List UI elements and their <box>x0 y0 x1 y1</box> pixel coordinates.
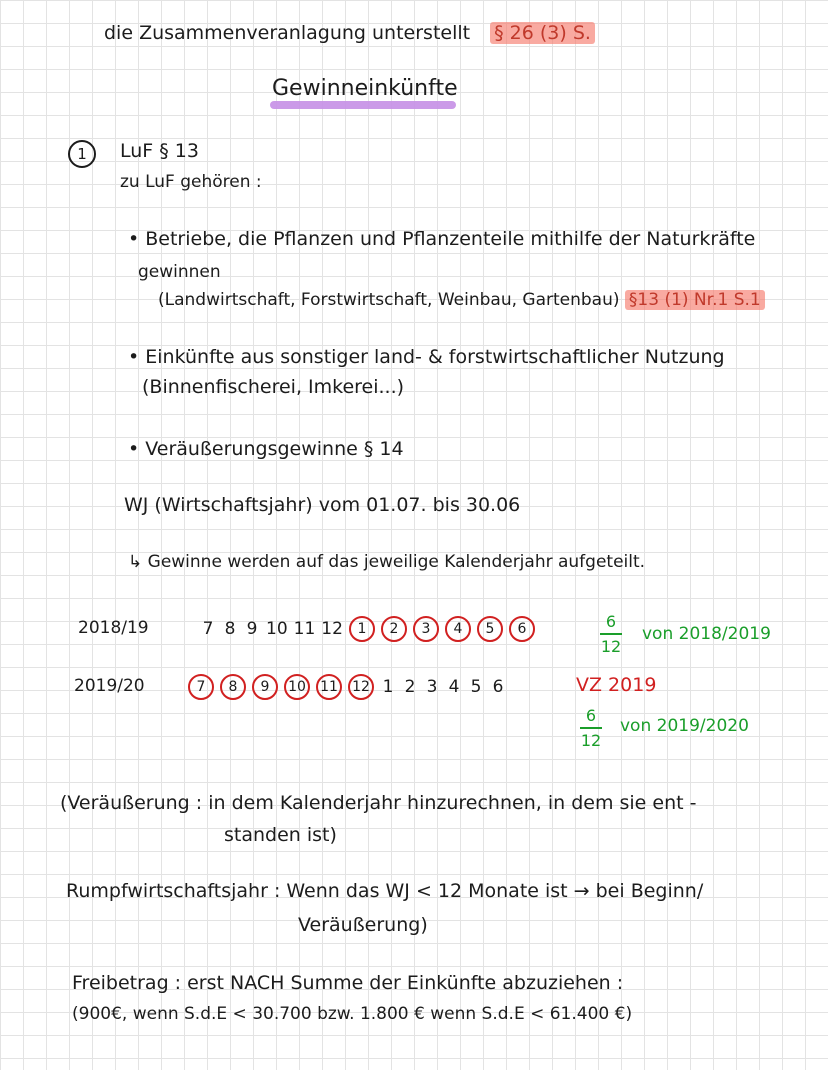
freibetrag-line-2: (900€, wenn S.d.E < 30.700 bzw. 1.800 € wenn S.d.E < 61.400 €) <box>72 1004 633 1024</box>
month-1-6: 12 <box>321 619 343 639</box>
fraction-1-num: 6 <box>605 612 617 631</box>
month-1-5: 11 <box>293 619 316 639</box>
bullet-2-line-2: (Binnenfischerei, Imkerei...) <box>142 376 405 398</box>
bullet-1-line-1: • Betriebe, die Pflanzen und Pflanzenteile mithilfe der Naturkräfte <box>128 228 756 250</box>
bullet-1-line-2: gewinnen <box>138 262 221 282</box>
month-2-8: 2 <box>404 677 416 697</box>
fraction-1-bar <box>600 633 622 635</box>
bullet-1-ref: §13 (1) Nr.1 S.1 <box>625 290 765 310</box>
month-2-3: 9 <box>252 674 278 700</box>
fraction-1-note: von 2018/2019 <box>642 624 771 644</box>
month-1-10: 4 <box>445 616 471 642</box>
section-title: LuF § 13 <box>120 140 199 162</box>
month-1-7: 1 <box>349 616 375 642</box>
wj-line: WJ (Wirtschaftsjahr) vom 01.07. bis 30.06 <box>124 494 521 516</box>
month-1-4: 10 <box>266 619 288 639</box>
month-2-2: 8 <box>220 674 246 700</box>
month-2-12: 6 <box>492 677 504 697</box>
section-subtitle: zu LuF gehören : <box>120 172 262 192</box>
vz-label: VZ 2019 <box>576 674 657 696</box>
month-1-9: 3 <box>413 616 439 642</box>
fraction-1-den: 12 <box>600 637 622 656</box>
page-title: Gewinneinkünfte <box>272 76 458 101</box>
months-row-1 <box>200 616 535 642</box>
bullet-3-line-1: • Veräußerungsgewinne § 14 <box>128 438 404 460</box>
fraction-1 <box>600 612 622 656</box>
year-label-1: 2018/19 <box>78 618 149 638</box>
rumpf-line-1: Rumpfwirtschaftsjahr : Wenn das WJ < 12 Monate ist → bei Beginn/ <box>66 880 704 902</box>
month-1-2: 8 <box>224 619 236 639</box>
veraeusserung-line-2: standen ist) <box>224 824 337 846</box>
month-1-3: 9 <box>246 619 258 639</box>
month-2-1: 7 <box>188 674 214 700</box>
section-number: 1 <box>68 140 96 168</box>
month-2-11: 5 <box>470 677 482 697</box>
bullet-1-line-3 <box>158 290 765 310</box>
freibetrag-line-1: Freibetrag : erst NACH Summe der Einkünfte abzuziehen : <box>72 972 624 994</box>
title-underline <box>270 101 456 109</box>
fraction-2-num: 6 <box>585 706 597 725</box>
intro-line <box>104 22 595 45</box>
month-2-5: 11 <box>316 674 342 700</box>
month-1-11: 5 <box>477 616 503 642</box>
arrow-line: ↳ Gewinne werden auf das jeweilige Kalenderjahr aufgeteilt. <box>128 552 646 572</box>
intro-text: die Zusammenveranlagung unterstellt <box>104 22 471 44</box>
fraction-2-bar <box>580 727 602 729</box>
month-1-8: 2 <box>381 616 407 642</box>
intro-ref: § 26 (3) S. <box>490 22 595 44</box>
month-2-6: 12 <box>348 674 374 700</box>
fraction-2-den: 12 <box>580 731 602 750</box>
month-2-9: 3 <box>426 677 438 697</box>
month-1-12: 6 <box>509 616 535 642</box>
fraction-2-note: von 2019/2020 <box>620 716 749 736</box>
fraction-2 <box>580 706 602 750</box>
month-2-7: 1 <box>382 677 394 697</box>
bullet-2-line-1: • Einkünfte aus sonstiger land- & forstwirtschaftlicher Nutzung <box>128 346 725 368</box>
veraeusserung-line-1: (Veräußerung : in dem Kalenderjahr hinzurechnen, in dem sie ent - <box>60 792 697 814</box>
month-2-10: 4 <box>448 677 460 697</box>
month-1-1: 7 <box>202 619 214 639</box>
rumpf-line-2: Veräußerung) <box>298 914 428 936</box>
months-row-2 <box>188 674 506 700</box>
year-label-2: 2019/20 <box>74 676 145 696</box>
bullet-1-examples: (Landwirtschaft, Forstwirtschaft, Weinbau, Gartenbau) <box>158 290 620 310</box>
month-2-4: 10 <box>284 674 310 700</box>
